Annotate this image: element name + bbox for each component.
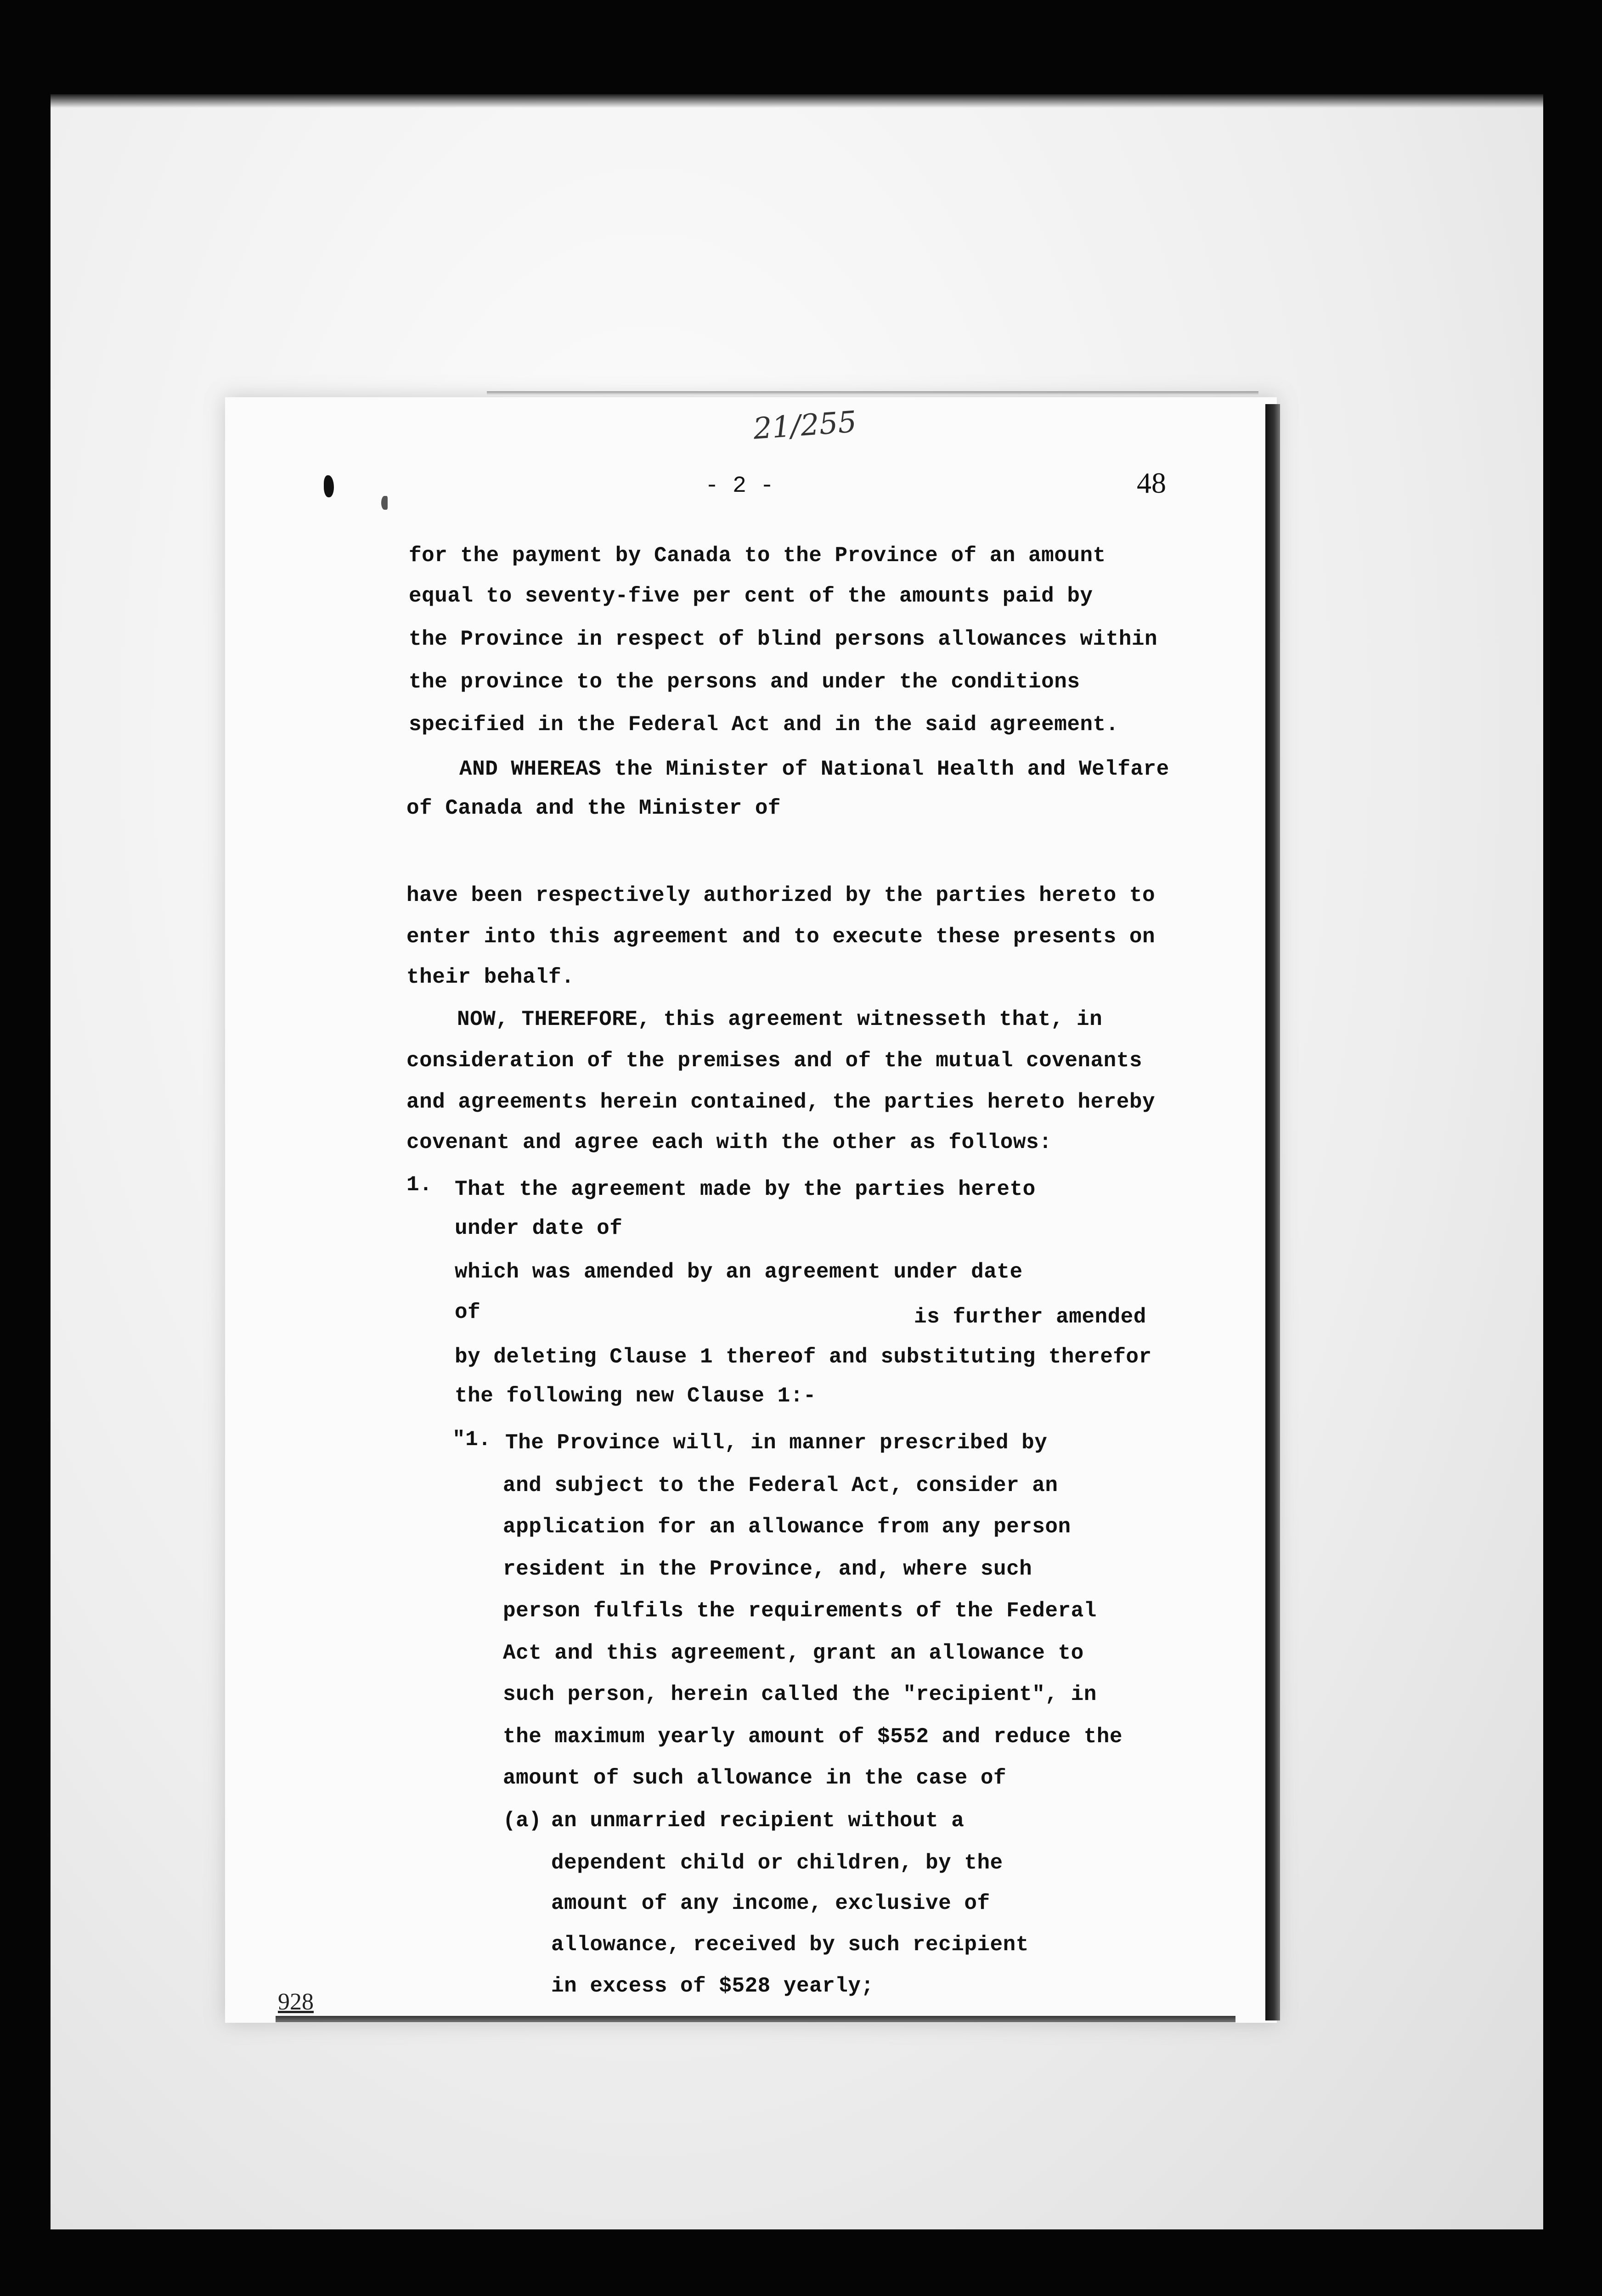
body-line: under date of [455,1216,623,1240]
page-label: - 2 - [705,473,774,499]
body-line: their behalf. [406,965,575,989]
body-line: for the payment by Canada to the Province of an amount [409,544,1106,568]
body-line: NOW, THEREFORE, this agreement witnesseth that, in [457,1007,1103,1031]
film-edge [51,94,1543,108]
body-line: covenant and agree each with the other as follows: [406,1131,1052,1154]
body-line: application for an allowance from any person [503,1515,1071,1539]
body-line: and subject to the Federal Act, consider an [503,1474,1058,1497]
body-line: The Province will, in manner prescribed by [505,1431,1048,1455]
body-line: amount of such allowance in the case of [503,1766,1007,1790]
body-line: which was amended by an agreement under date [455,1260,1023,1284]
punch-mark [381,496,388,510]
body-line: specified in the Federal Act and in the said agreement. [409,713,1119,737]
body-line: of [455,1300,481,1324]
body-line: of Canada and the Minister of [406,796,781,820]
clause-number: "1. [452,1428,491,1452]
film-frame-number: 928 [278,1989,314,2015]
body-line: person fulfils the requirements of the Federal [503,1599,1097,1623]
body-line: equal to seventy-five per cent of the amounts paid by [409,584,1093,608]
body-line: by deleting Clause 1 thereof and substituting therefor [455,1345,1152,1369]
body-line: enter into this agreement and to execute these presents on [406,925,1156,949]
body-line: That the agreement made by the parties hereto [455,1177,1036,1201]
body-line: AND WHEREAS the Minister of National Health and Welfare [459,757,1169,781]
body-line: in excess of $528 yearly; [551,1974,874,1998]
body-line: resident in the Province, and, where such [503,1557,1032,1581]
body-line: the maximum yearly amount of $552 and reduce the [503,1725,1123,1749]
handwritten-reference: 21/255 [752,405,858,446]
body-line: and agreements herein contained, the parties hereto hereby [406,1090,1156,1114]
page-right-edge [1265,404,1280,2020]
body-line: Act and this agreement, grant an allowance to [503,1641,1084,1665]
clause-number: 1. [406,1173,433,1197]
punch-mark [324,475,334,497]
body-line: an unmarried recipient without a [551,1809,965,1833]
body-line: the province to the persons and under the conditions [409,670,1080,694]
body-line: amount of any income, exclusive of [551,1891,990,1915]
body-line: consideration of the premises and of the mutual covenants [406,1049,1142,1073]
body-line: the following new Clause 1:- [455,1384,816,1408]
body-line: allowance, received by such recipient [551,1933,1029,1957]
stamped-page-number: 48 [1137,467,1166,499]
body-line: the Province in respect of blind persons allowances within [409,627,1158,651]
page-bottom-edge [276,2016,1235,2022]
body-line: is further amended [914,1305,1146,1329]
sub-clause-label: (a) [503,1809,542,1833]
page-top-shadow [487,391,1258,395]
body-line: such person, herein called the "recipient", in [503,1683,1097,1706]
body-line: have been respectively authorized by the parties hereto to [406,884,1156,907]
body-line: dependent child or children, by the [551,1851,1003,1875]
